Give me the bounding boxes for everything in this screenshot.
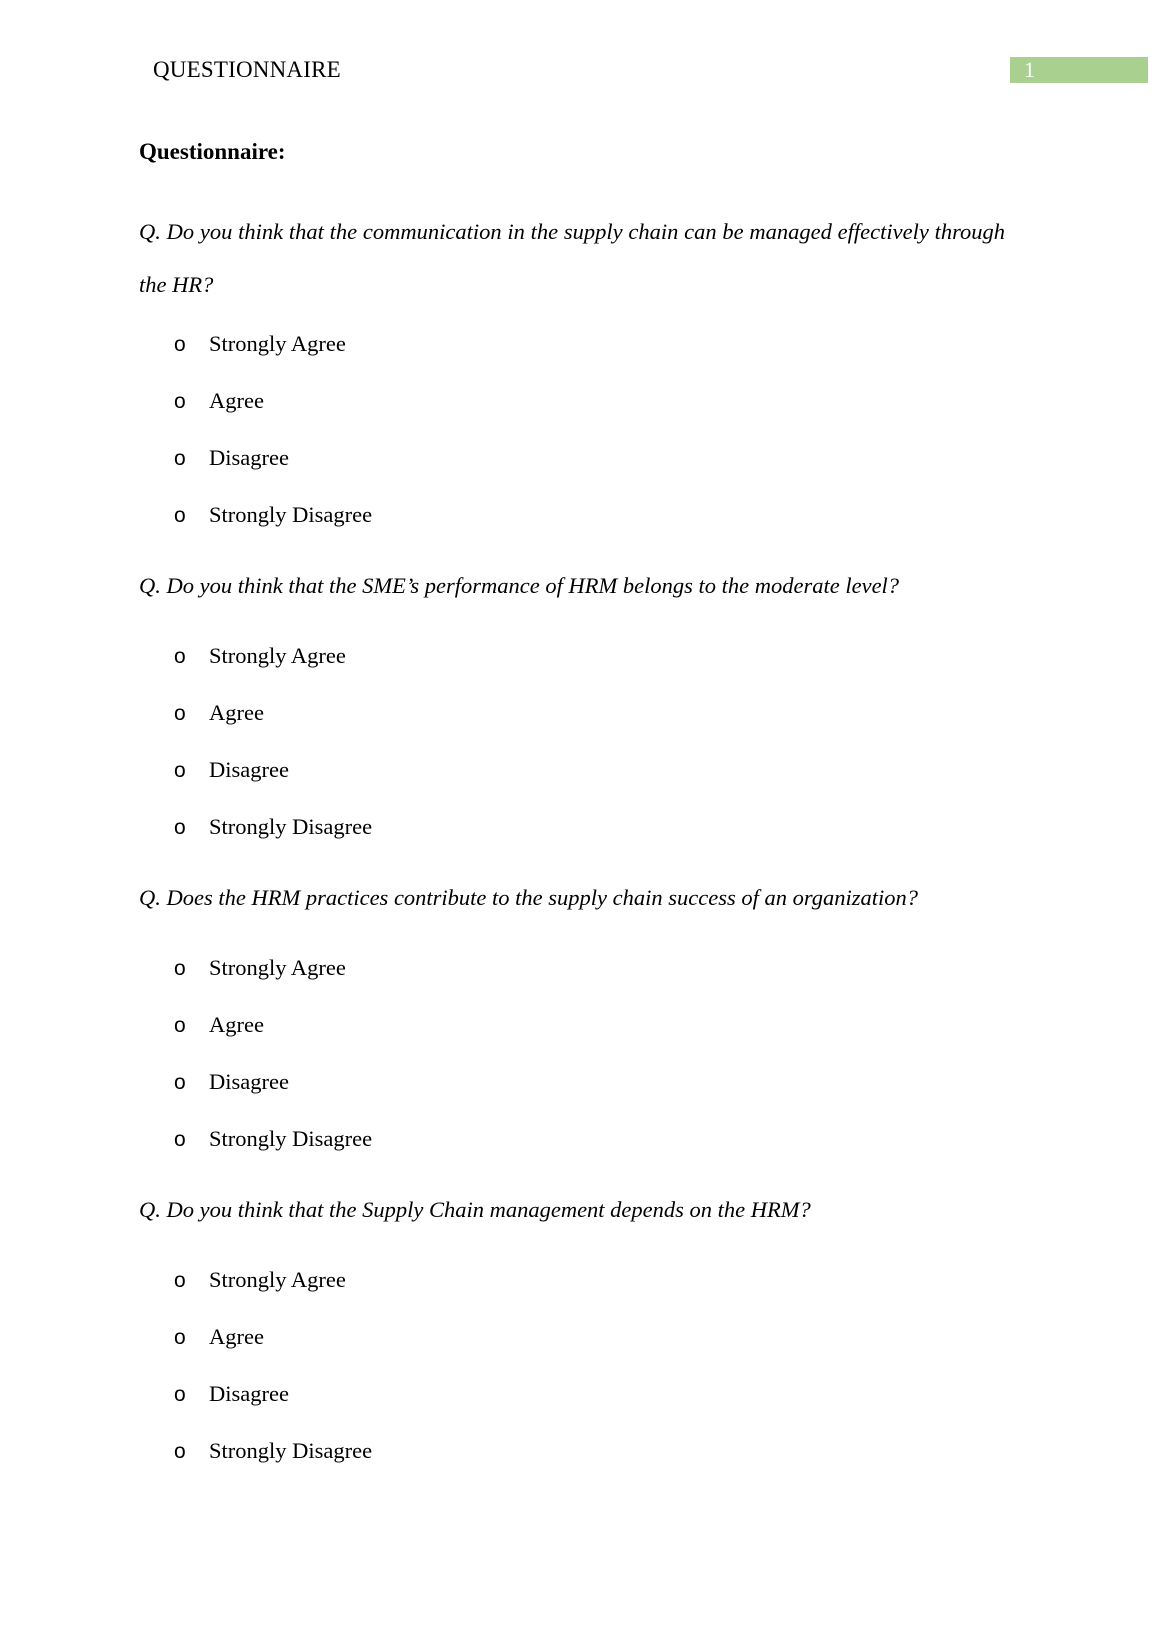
bullet-icon: o xyxy=(174,816,186,839)
answer-option-label: Disagree xyxy=(209,445,289,470)
answer-option[interactable] xyxy=(174,699,264,728)
answer-option-label: Disagree xyxy=(209,757,289,782)
bullet-icon: o xyxy=(174,1014,186,1037)
answer-option[interactable] xyxy=(174,444,289,473)
document-heading: Questionnaire: xyxy=(139,139,286,164)
bullet-icon: o xyxy=(174,702,186,725)
answer-option-label: Agree xyxy=(209,700,264,725)
bullet-icon: o xyxy=(174,447,186,470)
answer-option[interactable] xyxy=(174,1266,346,1295)
answer-option[interactable] xyxy=(174,1011,264,1040)
answer-option-label: Strongly Agree xyxy=(209,331,346,356)
answer-option-label: Agree xyxy=(209,388,264,413)
answer-option-label: Agree xyxy=(209,1012,264,1037)
bullet-icon: o xyxy=(174,1383,186,1406)
answer-option[interactable] xyxy=(174,1068,289,1097)
answer-option-label: Strongly Agree xyxy=(209,643,346,668)
page-number: 1 xyxy=(1024,57,1035,82)
answer-option[interactable] xyxy=(174,1437,372,1466)
answer-option[interactable] xyxy=(174,330,346,359)
answer-option-label: Strongly Disagree xyxy=(209,502,373,527)
bullet-icon: o xyxy=(174,645,186,668)
bullet-icon: o xyxy=(174,1128,186,1151)
answer-option-label: Disagree xyxy=(209,1381,289,1406)
bullet-icon: o xyxy=(174,504,186,527)
bullet-icon: o xyxy=(174,957,186,980)
answer-option-label: Strongly Agree xyxy=(209,955,346,980)
answer-option[interactable] xyxy=(174,1380,289,1409)
question-text: Q. Do you think that the SME’s performance of HRM belongs to the moderate level? xyxy=(139,573,900,598)
answer-option-label: Strongly Agree xyxy=(209,1267,346,1292)
answer-option[interactable] xyxy=(174,1323,264,1352)
answer-option[interactable] xyxy=(174,387,264,416)
bullet-icon: o xyxy=(174,333,186,356)
page-number-box xyxy=(1010,57,1148,83)
answer-option[interactable] xyxy=(174,756,289,785)
bullet-icon: o xyxy=(174,390,186,413)
answer-option-label: Disagree xyxy=(209,1069,289,1094)
bullet-icon: o xyxy=(174,1071,186,1094)
question-text: Q. Does the HRM practices contribute to the supply chain success of an organization? xyxy=(139,885,919,910)
bullet-icon: o xyxy=(174,759,186,782)
header-title: QUESTIONNAIRE xyxy=(153,57,341,82)
answer-option-label: Agree xyxy=(209,1324,264,1349)
bullet-icon: o xyxy=(174,1440,186,1463)
answer-option-label: Strongly Disagree xyxy=(209,1126,373,1151)
bullet-icon: o xyxy=(174,1326,186,1349)
question-text: Q. Do you think that the Supply Chain management depends on the HRM? xyxy=(139,1197,811,1222)
answer-option[interactable] xyxy=(174,1125,372,1154)
answer-option[interactable] xyxy=(174,642,346,671)
bullet-icon: o xyxy=(174,1269,186,1292)
answer-option-label: Strongly Disagree xyxy=(209,1438,373,1463)
answer-option[interactable] xyxy=(174,813,372,842)
answer-option-label: Strongly Disagree xyxy=(209,814,373,839)
question-text: Q. Do you think that the communication in the supply chain can be managed effectively through the HR? xyxy=(139,219,1005,297)
answer-option[interactable] xyxy=(174,501,372,530)
answer-option[interactable] xyxy=(174,954,346,983)
